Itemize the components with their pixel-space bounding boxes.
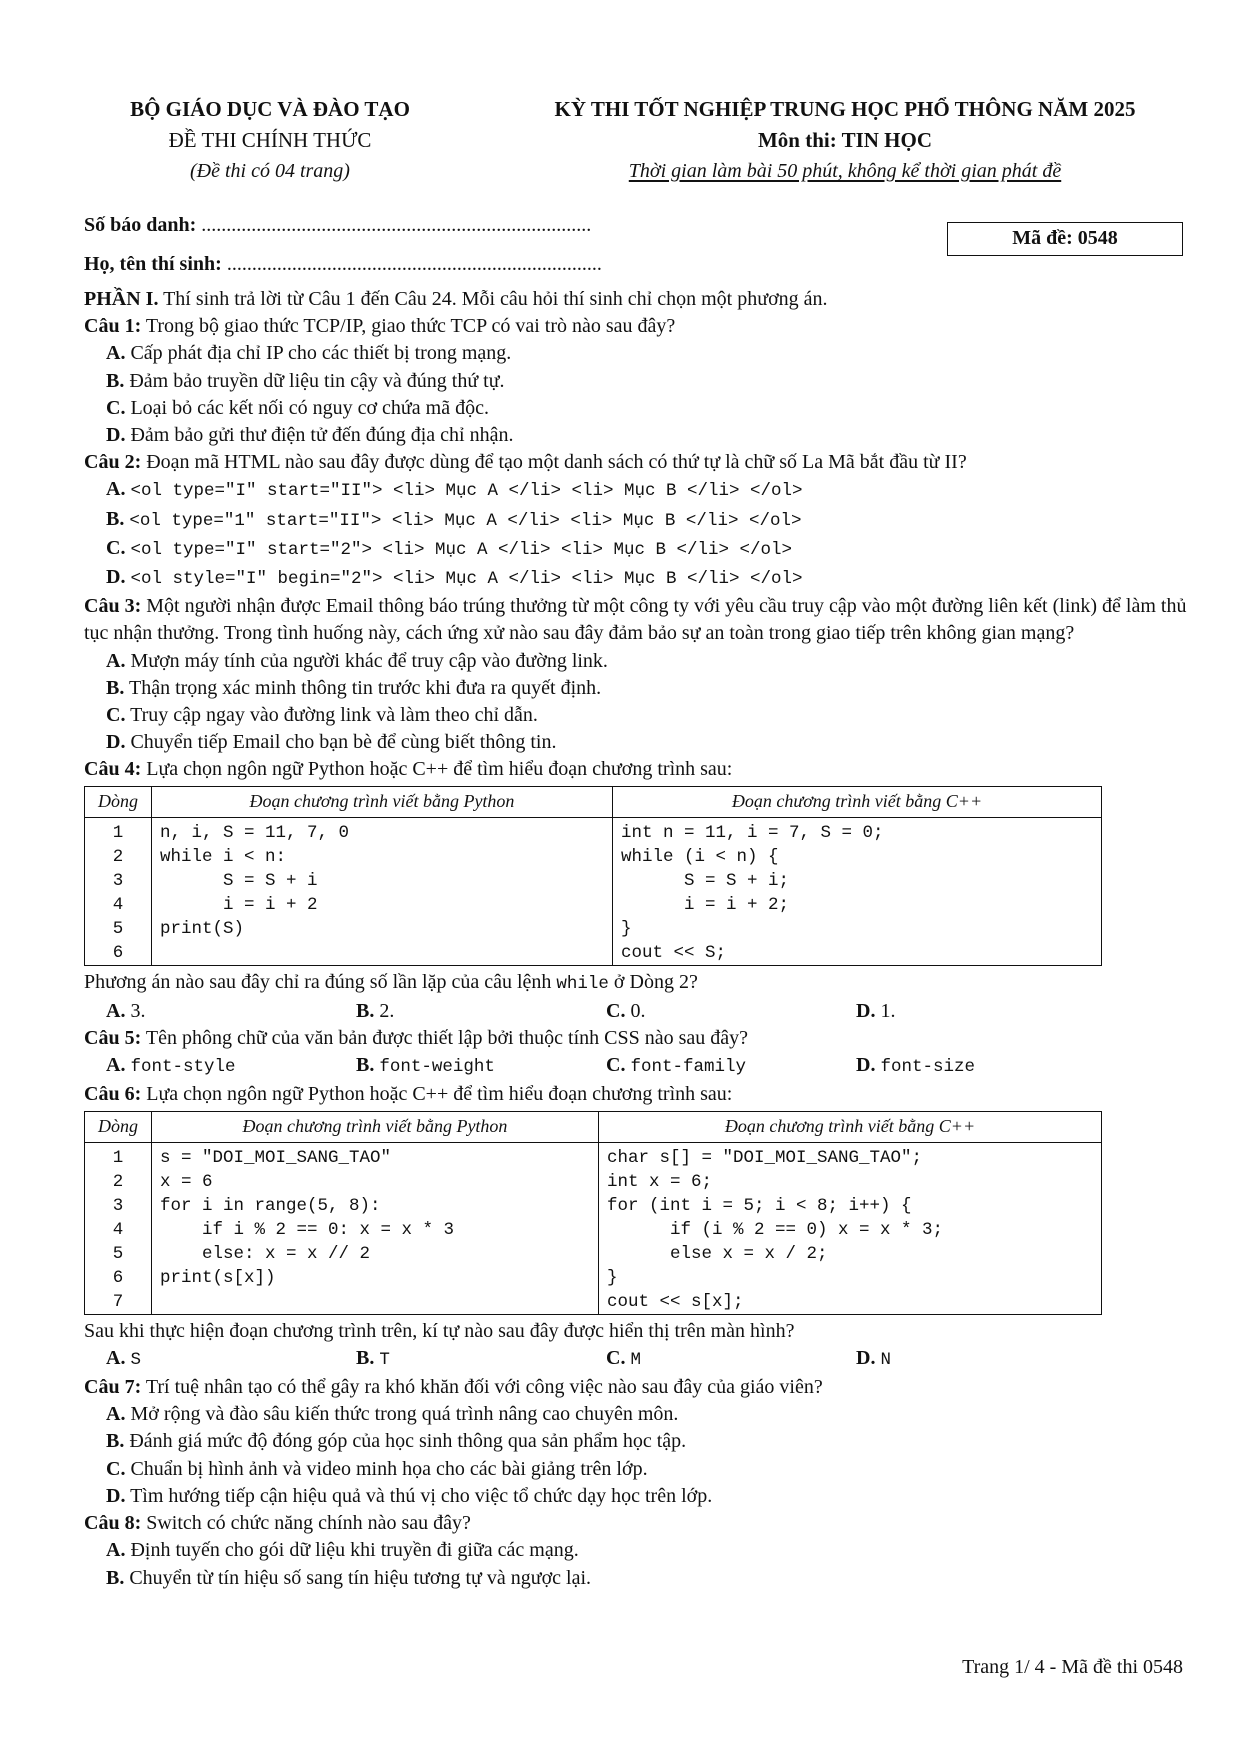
official-label: ĐỀ THI CHÍNH THỨC — [168, 128, 372, 152]
python-code: s = "DOI_MOI_SANG_TAO" x = 6 for i in range(5, 8): if i % 2 == 0: x = x * 3 else: x = x // 2 print(s[x]) — [160, 1147, 455, 1288]
part-1-text: Thí sinh trả lời từ Câu 1 đến Câu 24. Mỗi câu hỏi thí sinh chỉ chọn một phương án. — [163, 288, 828, 310]
candidate-number-line — [84, 214, 591, 237]
question-3-option-c — [106, 702, 1194, 729]
question-text: Trong bộ giao thức TCP/IP, giao thức TCP có vai trò nào sau đây? — [145, 315, 676, 338]
line-numbers: 1 2 3 4 5 6 — [112, 822, 124, 963]
question-5 — [84, 1025, 1194, 1052]
question-1-option-a — [106, 340, 1194, 367]
option-letter: B. — [106, 1430, 125, 1453]
question-2-option-d — [106, 564, 1194, 593]
question-3 — [84, 593, 1194, 647]
question-1 — [84, 313, 1194, 340]
question-7-option-c — [106, 1456, 1194, 1483]
option-text: Chuyển từ tín hiệu số sang tín hiệu tương tự và ngược lại. — [129, 1566, 592, 1589]
option-letter: B. — [356, 999, 375, 1022]
option-text: 3. — [130, 999, 146, 1022]
option-letter: D. — [856, 1346, 876, 1369]
question-7-option-b — [106, 1428, 1194, 1455]
question-text: Trí tuệ nhân tạo có thể gây ra khó khăn đối với công việc nào sau đây của giáo viên? — [145, 1376, 823, 1399]
question-label: Câu 1: — [84, 315, 142, 338]
question-2 — [84, 449, 1194, 476]
question-2-option-c — [106, 535, 1194, 564]
question-2-option-b — [106, 506, 1194, 535]
cpp-code: char s[] = "DOI_MOI_SANG_TAO"; int x = 6; for (int i = 5; i < 8; i++) { if (i % 2 == 0) x = x * 3; else x = x / 2; } cout << s[x]; — [607, 1147, 944, 1312]
question-5-option-d — [856, 1052, 1106, 1081]
question-text: Lựa chọn ngôn ngữ Python hoặc C++ để tìm hiểu đoạn chương trình sau: — [146, 1083, 733, 1106]
option-code: M — [630, 1349, 641, 1370]
option-code: <ol type="I" start="II"> <li> Mục A </li> <li> Mục B </li> </ol> — [130, 481, 803, 502]
option-letter: A. — [106, 342, 126, 365]
option-text: Đảm bảo gửi thư điện tử đến đúng địa chỉ nhận. — [130, 424, 514, 447]
question-label: Câu 7: — [84, 1376, 142, 1399]
candidate-name-label: Họ, tên thí sinh: — [84, 253, 222, 275]
option-letter: C. — [106, 396, 126, 419]
line-numbers: 1 2 3 4 5 6 7 — [112, 1147, 124, 1312]
option-text: Truy cập ngay vào đường link và làm theo chỉ dẫn. — [130, 704, 538, 727]
question-6-option-a — [106, 1345, 356, 1374]
page-footer: Trang 1/ 4 - Mã đề thi 0548 — [962, 1656, 1183, 1678]
option-letter: A. — [106, 478, 126, 501]
question-label: Câu 6: — [84, 1083, 142, 1106]
column-header-python: Đoạn chương trình viết bằng Python — [152, 786, 613, 817]
question-5-option-c — [606, 1052, 856, 1081]
option-text: Đảm bảo truyền dữ liệu tin cậy và đúng thứ tự. — [129, 369, 505, 392]
option-letter: B. — [106, 676, 125, 699]
question-6 — [84, 1081, 1194, 1108]
question-7-option-d — [106, 1483, 1194, 1510]
exam-code-label: Mã đề: — [1012, 227, 1073, 249]
option-code: T — [379, 1349, 390, 1370]
column-header-cpp: Đoạn chương trình viết bằng C++ — [599, 1111, 1102, 1142]
option-code: S — [130, 1349, 141, 1370]
question-3-option-a — [106, 648, 1194, 675]
question-6-prompt: Sau khi thực hiện đoạn chương trình trên, kí tự nào sau đây được hiển thị trên màn hình? — [84, 1319, 795, 1342]
question-8 — [84, 1510, 1194, 1537]
question-label: Câu 5: — [84, 1027, 142, 1050]
option-code: <ol type="1" start="II"> <li> Mục A </li> <li> Mục B </li> </ol> — [129, 510, 802, 531]
question-4-option-a — [106, 998, 356, 1025]
question-4-options — [106, 998, 1194, 1025]
option-code: <ol type="I" start="2"> <li> Mục A </li> <li> Mục B </li> </ol> — [130, 539, 793, 560]
question-6-option-d — [856, 1345, 1106, 1374]
header-right — [500, 94, 1190, 187]
question-8-option-a — [106, 1537, 1194, 1564]
question-text: Một người nhận được Email thông báo trúng thưởng từ một công ty với yêu cầu truy cập vào một đường liên kết (link) để làm thủ tục nhận thưởng. Trong tình huống này, cách ứng xử nào sau đây đảm bảo sự an toàn trong giao tiếp trên không gian mạng? — [84, 595, 1187, 645]
option-text: 2. — [379, 999, 395, 1022]
option-letter: A. — [106, 1539, 126, 1562]
option-text: 1. — [880, 999, 896, 1022]
python-code: n, i, S = 11, 7, 0 while i < n: S = S + i i = i + 2 print(S) — [160, 822, 350, 939]
part-1-label: PHẦN I. — [84, 288, 159, 310]
question-4-code-table — [84, 786, 1102, 966]
option-letter: D. — [856, 1054, 876, 1077]
question-4-option-b — [356, 998, 606, 1025]
option-text: Cấp phát địa chỉ IP cho các thiết bị trong mạng. — [130, 342, 512, 365]
option-text: Đánh giá mức độ đóng góp của học sinh thông qua sản phẩm học tập. — [129, 1430, 687, 1453]
subject: Môn thi: TIN HỌC — [757, 128, 933, 152]
option-text: Tìm hướng tiếp cận hiệu quả và thú vị cho việc tổ chức dạy học trên lớp. — [130, 1484, 713, 1507]
option-text: Chuyển tiếp Email cho bạn bè để cùng biết thông tin. — [130, 731, 557, 754]
question-6-code-table — [84, 1111, 1102, 1315]
pages-note: (Đề thi có 04 trang) — [190, 160, 350, 182]
option-text: Định tuyến cho gói dữ liệu khi truyền đi giữa các mạng. — [130, 1539, 579, 1562]
question-label: Câu 4: — [84, 758, 142, 781]
option-code: font-size — [880, 1057, 975, 1078]
option-code: font-family — [630, 1057, 746, 1078]
option-letter: C. — [606, 999, 626, 1022]
question-6-options — [106, 1345, 1194, 1374]
candidate-name-line — [84, 253, 602, 276]
option-code: font-style — [130, 1057, 236, 1078]
cpp-code: int n = 11, i = 7, S = 0; while (i < n) { S = S + i; i = i + 2; } cout << S; — [621, 822, 884, 963]
question-5-option-a — [106, 1052, 356, 1081]
inline-code: while — [556, 973, 609, 994]
option-letter: D. — [106, 731, 126, 754]
option-code: <ol style="I" begin="2"> <li> Mục A </li> <li> Mục B </li> </ol> — [130, 569, 803, 590]
option-letter: D. — [856, 999, 876, 1022]
option-text: 0. — [630, 999, 646, 1022]
option-letter: A. — [106, 649, 126, 672]
option-letter: B. — [106, 507, 125, 530]
option-letter: C. — [606, 1346, 626, 1369]
candidate-number-dots: .............................................................................. — [201, 214, 592, 236]
question-text: Switch có chức năng chính nào sau đây? — [146, 1512, 471, 1535]
part-1-instruction — [84, 286, 1194, 313]
question-5-option-b — [356, 1052, 606, 1081]
question-3-option-b — [106, 675, 1194, 702]
question-text: ở Dòng 2? — [608, 970, 698, 993]
option-letter: B. — [356, 1346, 375, 1369]
question-2-option-a — [106, 476, 1194, 505]
question-4 — [84, 756, 1194, 783]
question-1-option-b — [106, 368, 1194, 395]
option-code: font-weight — [379, 1057, 495, 1078]
option-text: Mượn máy tính của người khác để truy cập vào đường link. — [130, 649, 608, 672]
option-letter: A. — [106, 999, 126, 1022]
option-letter: D. — [106, 566, 126, 589]
question-4-option-c — [606, 998, 856, 1025]
option-code: N — [880, 1349, 891, 1370]
column-header-cpp: Đoạn chương trình viết bằng C++ — [613, 786, 1102, 817]
option-text: Chuẩn bị hình ảnh và video minh họa cho các bài giảng trên lớp. — [130, 1457, 648, 1480]
option-letter: D. — [106, 424, 126, 447]
candidate-name-dots: ........................................................................... — [226, 253, 602, 275]
option-letter: A. — [106, 1346, 126, 1369]
header-left — [80, 94, 460, 187]
option-letter: A. — [106, 1403, 126, 1426]
question-6-option-b — [356, 1345, 606, 1374]
question-4-option-d — [856, 998, 1106, 1025]
option-letter: C. — [106, 536, 126, 559]
column-header-python: Đoạn chương trình viết bằng Python — [152, 1111, 599, 1142]
question-4-prompt — [84, 969, 1194, 998]
option-letter: A. — [106, 1054, 126, 1077]
exam-code-value: 0548 — [1077, 227, 1118, 249]
question-text: Phương án nào sau đây chỉ ra đúng số lần lặp của câu lệnh — [84, 970, 557, 993]
option-letter: C. — [106, 704, 126, 727]
option-text: Mở rộng và đào sâu kiến thức trong quá trình nâng cao chuyên môn. — [130, 1403, 679, 1426]
option-letter: B. — [356, 1054, 375, 1077]
option-letter: C. — [606, 1054, 626, 1077]
candidate-number-label: Số báo danh: — [84, 214, 197, 236]
question-3-option-d — [106, 729, 1194, 756]
option-letter: B. — [106, 369, 125, 392]
time-note: Thời gian làm bài 50 phút, không kể thời gian phát đề — [628, 160, 1062, 182]
option-letter: D. — [106, 1484, 126, 1507]
column-header-line: Dòng — [85, 786, 152, 817]
question-1-option-c — [106, 395, 1194, 422]
question-text: Tên phông chữ của văn bản được thiết lập bởi thuộc tính CSS nào sau đây? — [145, 1027, 749, 1050]
ministry-name: BỘ GIÁO DỤC VÀ ĐÀO TẠO — [130, 97, 410, 121]
question-1-option-d — [106, 422, 1194, 449]
question-text: Lựa chọn ngôn ngữ Python hoặc C++ để tìm hiểu đoạn chương trình sau: — [146, 758, 733, 781]
question-5-options — [106, 1052, 1194, 1081]
question-6-option-c — [606, 1345, 856, 1374]
question-8-option-b — [106, 1565, 1194, 1592]
exam-code-box — [947, 222, 1183, 256]
question-7 — [84, 1374, 1194, 1401]
question-label: Câu 8: — [84, 1512, 142, 1535]
question-text: Đoạn mã HTML nào sau đây được dùng để tạo một danh sách có thứ tự là chữ số La Mã bắt đầu từ II? — [146, 451, 967, 474]
exam-title: KỲ THI TỐT NGHIỆP TRUNG HỌC PHỔ THÔNG NĂM 2025 — [554, 97, 1136, 121]
option-text: Loại bỏ các kết nối có nguy cơ chứa mã độc. — [130, 396, 489, 419]
option-letter: C. — [106, 1457, 126, 1480]
option-letter: B. — [106, 1566, 125, 1589]
option-text: Thận trọng xác minh thông tin trước khi đưa ra quyết định. — [128, 676, 602, 699]
exam-content — [84, 286, 1194, 1592]
question-label: Câu 3: — [84, 595, 142, 618]
question-label: Câu 2: — [84, 451, 142, 474]
column-header-line: Dòng — [85, 1111, 152, 1142]
question-7-option-a — [106, 1401, 1194, 1428]
